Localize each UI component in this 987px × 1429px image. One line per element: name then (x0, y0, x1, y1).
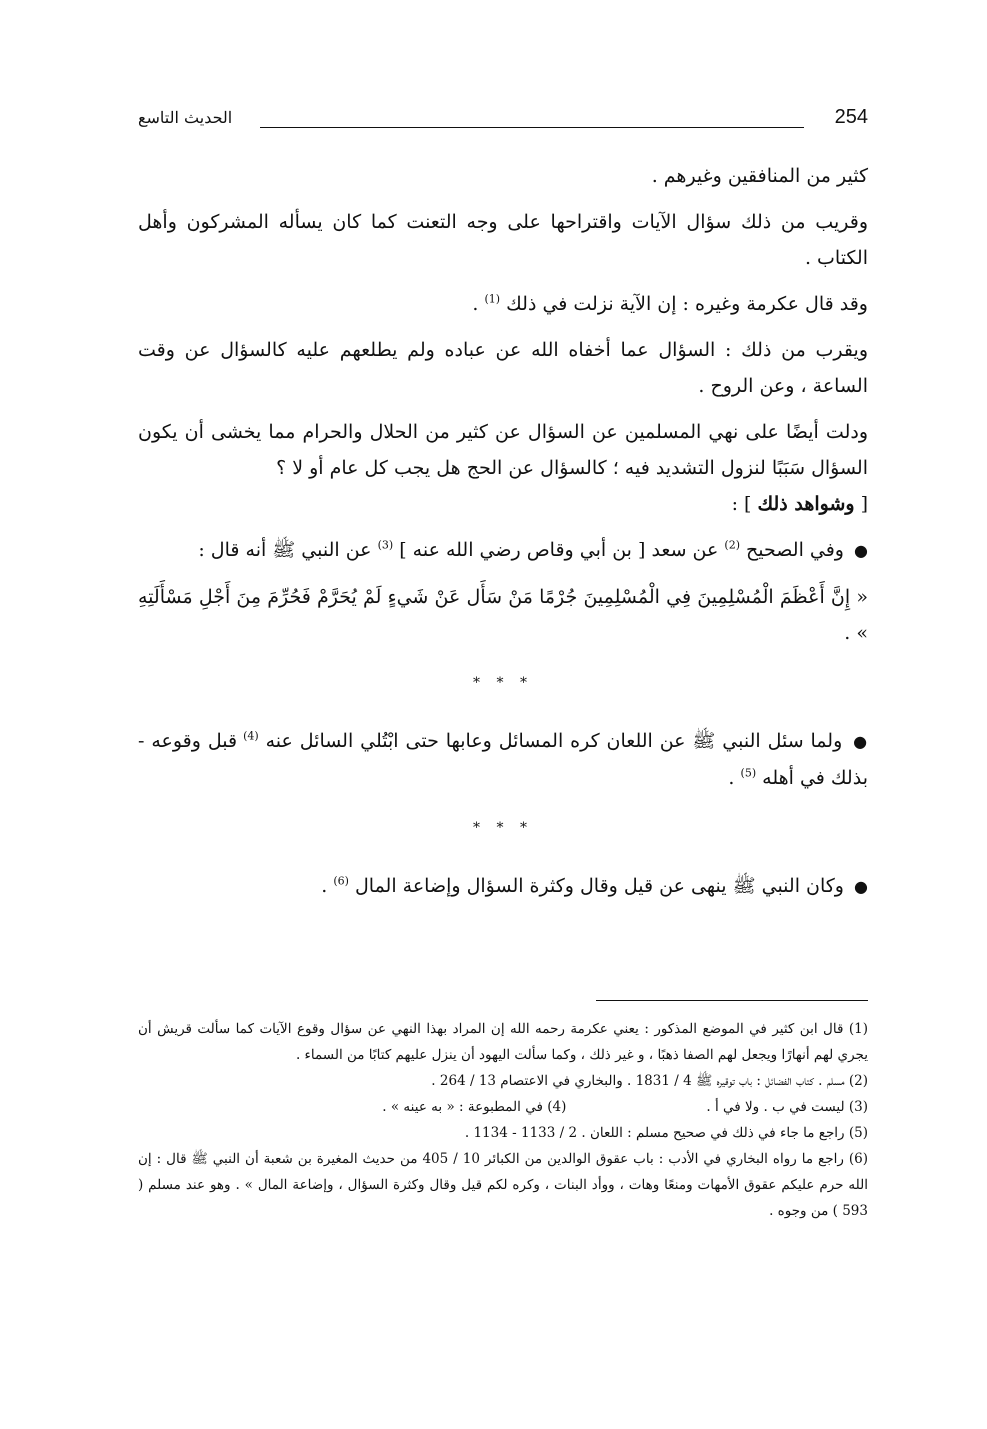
footnote-ref-3[interactable]: (3) (377, 538, 394, 552)
page-number: 254 (834, 106, 868, 128)
paragraph-1: كثير من المنافقين وغيرهم . (651, 165, 868, 187)
shawahid-bold: وشواهد ذلك (757, 493, 855, 515)
bracket-open: [ (854, 493, 868, 515)
paragraph-4: ويقرب من ذلك : السؤال عما أخفاه الله عن عباده ولم يطلعهم عليه كالسؤال عن وقت الساعة ، وعن الروح . (138, 339, 868, 397)
running-title: الحديث التاسع (138, 108, 233, 127)
footnote-row-3-4 (138, 1094, 868, 1120)
paragraph-5: ودلت أيضًا على نهي المسلمين عن السؤال عن كثير من الحلال والحرام مما يخشى أن يكون السؤال سَبَبًا لنزول التشديد فيه ؛ كالسؤال عن الحج هل يجب كل عام أو لا ؟ (138, 421, 868, 479)
bullet-icon: ● (853, 732, 869, 751)
bullet-1-part-c: عن النبي ﷺ أنه قال : (198, 539, 378, 561)
bullet-2-part-c: . (728, 767, 741, 789)
hadith-text: « إِنَّ أَعْظَمَ الْمُسْلِمِينَ فِي الْمُسْلِمِينَ جُرْمًا مَنْ سَأَل عَنْ شَيءٍ لَمْ يُحَرَّمْ فَحُرِّمَ مِنَ أَجْلِ مَسْأَلَتِهِ » . (138, 586, 868, 644)
bullet-icon: ● (854, 541, 868, 560)
footnote-rule (596, 1000, 868, 1001)
bullet-1-part-b: عن سعد [ بن أبي وقاص رضي الله عنه ] (393, 539, 725, 561)
footnote-4: (4) في المطبوعة : « به عينه » . (382, 1099, 567, 1115)
main-text (138, 158, 868, 915)
paragraph-3-end: . (472, 293, 485, 315)
footnote-ref-4[interactable]: (4) (243, 729, 259, 743)
footnote-gap (566, 1094, 706, 1120)
header-rule (260, 127, 804, 128)
footnote-ref-6[interactable]: (6) (333, 874, 349, 888)
paragraph-3 (138, 286, 868, 322)
section-separator-1: * * * (473, 675, 533, 691)
bullet-icon: ● (854, 877, 868, 896)
page-header (138, 100, 868, 140)
bullet-2-part-a: ولما سئل النبي ﷺ عن اللعان كره المسائل وعابها حتى ابْتُلي السائل عنه (258, 730, 850, 752)
footnote-2: (2) مسلم . كتاب الفضائل : باب توقيره ﷺ 4 / 1831 . والبخاري في الاعتصام 13 / 264 . (431, 1073, 868, 1089)
footnote-ref-2[interactable]: (2) (724, 538, 740, 552)
footnotes (138, 1016, 868, 1224)
bullet-1-part-a: وفي الصحيح (740, 539, 851, 561)
footnote-1: (1) قال ابن كثير في الموضع المذكور : يعني عكرمة رحمه الله إن المراد بهذا النهي عن سؤال وقوع الآيات كما سألت قريش أن يجري لهم أنهارًا ويجعل لهم الصفا ذهبًا ، و غير ذلك ، وكما سألت اليهود أن ينزل عليهم كتابًا من السماء . (138, 1021, 868, 1063)
bracket-close: ] : (731, 493, 758, 515)
bullet-paragraph-1 (138, 532, 868, 569)
footnote-ref-5[interactable]: (5) (740, 766, 757, 780)
footnote-ref-1[interactable]: (1) (484, 292, 501, 306)
shawahid-heading (138, 486, 868, 522)
footnote-5: (5) راجع ما جاء في ذلك في صحيح مسلم : اللعان . 2 / 1133 - 1134 . (464, 1125, 868, 1141)
bullet-2-part-b: قبل وقوعه - بذلك في أهله (138, 730, 868, 789)
bullet-paragraph-3 (138, 868, 868, 905)
bullet-3-part-c: . (321, 875, 334, 897)
paragraph-2: وقريب من ذلك سؤال الآيات واقتراحها على وجه التعنت كما كان يسأله المشركون وأهل الكتاب . (138, 211, 868, 269)
paragraph-3-text: وقد قال عكرمة وغيره : إن الآية نزلت في ذلك (506, 293, 868, 315)
footnote-3: (3) ليست في ب . ولا في أ . (706, 1099, 868, 1115)
section-separator-2: * * * (473, 820, 533, 836)
bullet-paragraph-2 (138, 723, 868, 796)
footnote-6: (6) راجع ما رواه البخاري في الأدب : باب عقوق الوالدين من الكبائر 10 / 405 من حديث المغيرة بن شعبة أن النبي ﷺ قال : إن الله حرم عليكم عقوق الأمهات ومنعًا وهات ، ووأد البنات ، وكره لكم قيل وقال وكثرة السؤال ، وإضاعة المال » . وهو عند مسلم ( 593 ) من وجوه . (138, 1151, 868, 1219)
bullet-3-part-a: وكان النبي ﷺ ينهى عن قيل وقال وكثرة السؤال وإضاعة المال (348, 875, 851, 897)
